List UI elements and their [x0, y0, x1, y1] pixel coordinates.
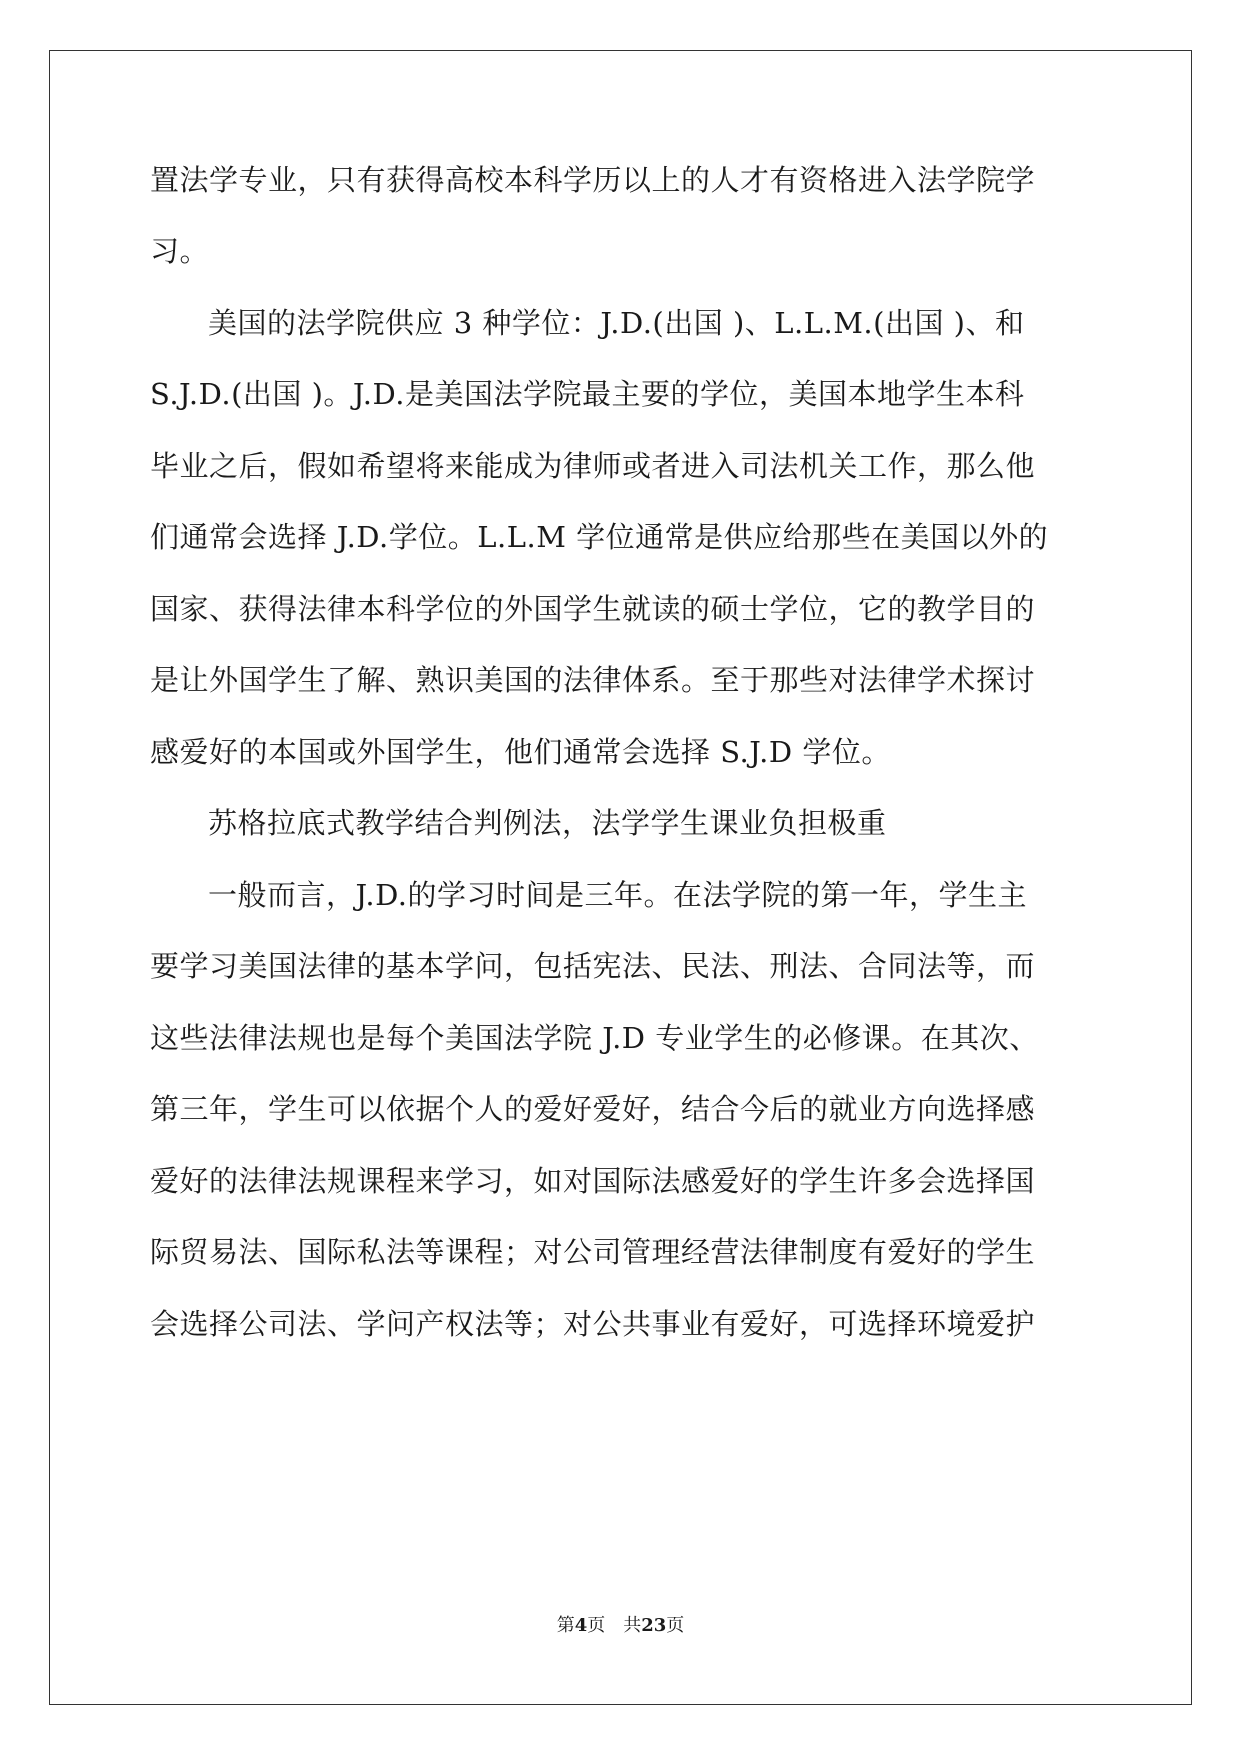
page-suffix: 页 [587, 1615, 606, 1636]
text-line: 际贸易法、国际私法等课程；对公司管理经营法律制度有爱好的学生 [150, 1235, 1036, 1269]
text-line: 国家、获得法律本科学位的外国学生就读的硕士学位，它的教学目的 [150, 592, 1036, 626]
text-line: 是让外国学生了解、熟识美国的法律体系。至于那些对法律学术探讨 [150, 663, 1036, 697]
total-suffix: 页 [666, 1615, 685, 1636]
paragraph-first-line: 一般而言，J.D.的学习时间是三年。在法学院的第一年，学生主 [208, 878, 1028, 912]
text-line: 置法学专业，只有获得高校本科学历以上的人才有资格进入法学院学 [150, 163, 1036, 197]
text-line: 毕业之后，假如希望将来能成为律师或者进入司法机关工作，那么他 [150, 449, 1036, 483]
total-prefix: 共 [623, 1615, 642, 1636]
text-line: 们通常会选择 J.D.学位。L.L.M 学位通常是供应给那些在美国以外的 [150, 520, 1049, 554]
page-number: 4 [574, 1615, 588, 1636]
page-footer [0, 1614, 1241, 1638]
text-line: 感爱好的本国或外国学生，他们通常会选择 S.J.D 学位。 [150, 735, 891, 769]
text-line: S.J.D.(出国 )。J.D.是美国法学院最主要的学位，美国本地学生本科 [150, 377, 1025, 411]
text-line: 爱好的法律法规课程来学习，如对国际法感爱好的学生许多会选择国 [150, 1164, 1036, 1198]
text-line: 第三年，学生可以依据个人的爱好爱好，结合今后的就业方向选择感 [150, 1092, 1036, 1126]
text-line: 会选择公司法、学问产权法等；对公共事业有爱好，可选择环境爱护 [150, 1307, 1036, 1341]
page-prefix: 第 [556, 1615, 575, 1636]
section-heading: 苏格拉底式教学结合判例法，法学学生课业负担极重 [208, 806, 887, 840]
text-line: 习。 [150, 234, 210, 268]
total-pages: 23 [641, 1615, 667, 1636]
text-line: 这些法律法规也是每个美国法学院 J.D 专业学生的必修课。在其次、 [150, 1021, 1039, 1055]
text-line: 要学习美国法律的基本学问，包括宪法、民法、刑法、合同法等，而 [150, 949, 1036, 983]
paragraph-first-line: 美国的法学院供应 3 种学位：J.D.(出国 )、L.L.M.(出国 )、和 [208, 306, 1025, 340]
